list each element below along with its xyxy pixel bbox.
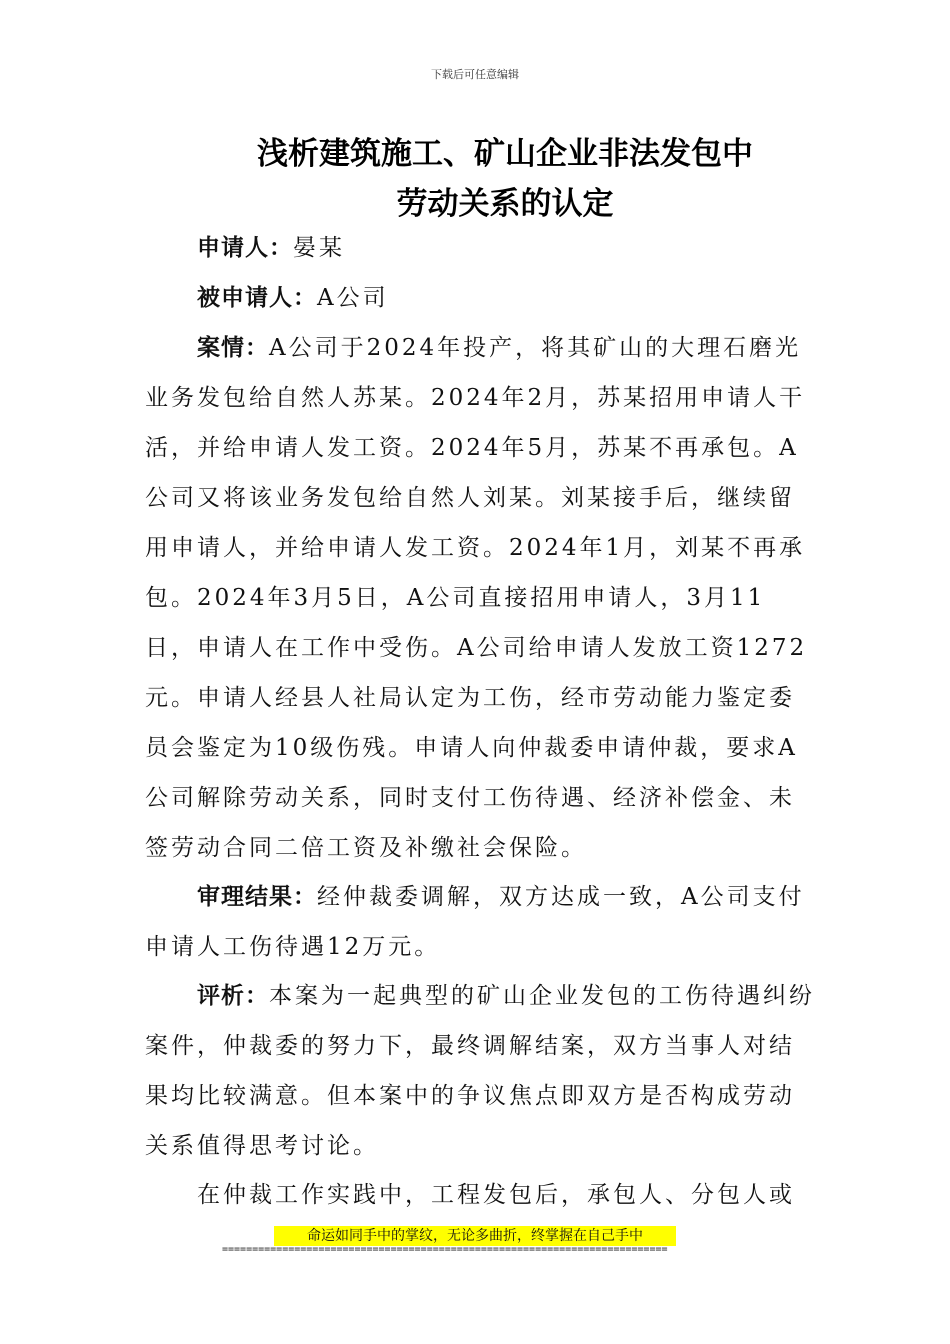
applicant-value: 晏某 [293, 235, 345, 261]
page-header-note: 下载后可任意编辑 [431, 68, 519, 81]
analysis-paragraph [145, 971, 815, 1171]
respondent-value: A公司 [317, 285, 389, 311]
applicant-label: 申请人： [197, 235, 293, 261]
document-title-line-2: 劳动关系的认定 [396, 186, 614, 222]
applicant-paragraph [145, 223, 815, 273]
result-text: 经仲裁委调解，双方达成一致，A公司支付申请人工伤待遇12万元。 [145, 884, 805, 960]
case-label: 案情： [197, 335, 269, 361]
footer-motto: 命运如同手中的掌纹，无论多曲折，终掌握在自己手中 [274, 1226, 676, 1246]
respondent-label: 被申请人： [197, 285, 317, 311]
analysis-label: 评析： [197, 983, 269, 1009]
respondent-paragraph [145, 273, 815, 323]
result-paragraph [145, 872, 815, 972]
practice-paragraph [145, 1170, 815, 1220]
case-paragraph [145, 323, 815, 873]
footer-divider: ========================================================================== [222, 1244, 668, 1255]
document-title-line-1: 浅析建筑施工、矿山企业非法发包中 [257, 136, 753, 172]
result-label: 审理结果： [197, 884, 317, 910]
practice-text: 在仲裁工作实践中，工程发包后，承包人、分包人或 [197, 1182, 795, 1208]
case-text: A公司于2024年投产，将其矿山的大理石磨光业务发包给自然人苏某。2024年2月，苏某招用申请人干活，并给申请人发工资。2024年5月，苏某不再承包。A公司又将该业务发包给自然人刘某。刘某接手后，继续留用申请人，并给申请人发工资。2024年1月，刘某不再承包。2024年3月5日，A公司直接招用申请人，3月11日，申请人在工作中受伤。A公司给申请人发放工资1272元。申请人经县人社局认定为工伤，经市劳动能力鉴定委员会鉴定为10级伤残。申请人向仲裁委申请仲裁，要求A公司解除劳动关系，同时支付工伤待遇、经济补偿金、未签劳动合同二倍工资及补缴社会保险。 [145, 335, 808, 861]
analysis-text: 本案为一起典型的矿山企业发包的工伤待遇纠纷案件，仲裁委的努力下，最终调解结案，双方当事人对结果均比较满意。但本案中的争议焦点即双方是否构成劳动关系值得思考讨论。 [145, 983, 815, 1159]
